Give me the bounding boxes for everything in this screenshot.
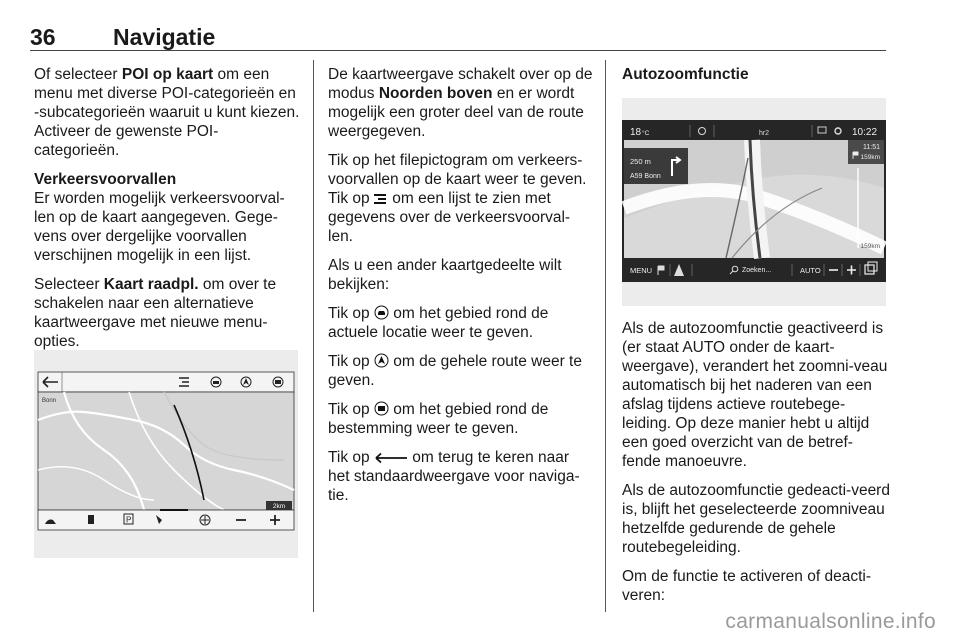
column-3-body [622, 319, 890, 615]
menu-button[interactable]: MENU [630, 266, 653, 275]
text-run: om het gebied rond de actuele locatie weer te geven. [328, 305, 549, 341]
map-scale-label: 2km [272, 503, 286, 510]
destination-icon [374, 401, 389, 416]
text-run: De kaartweergave schakelt over op de modus [328, 66, 593, 102]
temperature-unit: °C [642, 130, 650, 137]
text-run: en er wordt mogelijk een groter deel van de route weergegeven. [328, 85, 584, 140]
search-field[interactable]: Zoeken... [742, 267, 772, 274]
column-1 [34, 65, 302, 361]
paragraph [328, 448, 594, 505]
clock: 10:22 [852, 127, 878, 138]
map-place-label: Bonn [42, 398, 57, 404]
paragraph [34, 65, 302, 160]
paragraph: Als de autozoomfunctie gedeacti-veerd is, blijft het geselecteerde zoomniveau hetzelfde gedurende de gehele routebegeleiding. [622, 482, 890, 556]
car-location-icon [374, 305, 389, 320]
text-run: Tik op [328, 401, 374, 418]
section-heading: Verkeersvoorvallen [34, 171, 177, 188]
text-run: om terug te keren naar het standaardweergave voor naviga-tie. [328, 449, 580, 504]
paragraph [622, 319, 890, 471]
svg-text:P: P [126, 515, 132, 525]
navigation-screen-screenshot [622, 98, 886, 306]
auto-zoom-button[interactable]: AUTO [800, 266, 821, 275]
maneuver-distance: 250 m [630, 157, 651, 166]
eta-time: 11:51 [863, 144, 880, 151]
header-rule [30, 50, 886, 51]
remaining-distance: 159km [860, 154, 880, 161]
remaining-distance-bottom: 159km [860, 243, 880, 250]
list-icon [374, 193, 388, 205]
text-run: Als de autozoomfunctie geactiveerd is (er staat [622, 320, 884, 356]
text-run: Noorden boven [378, 85, 493, 102]
text-run: Selecteer [34, 276, 104, 293]
paragraph: Om de functie te activeren of deacti-veren: [622, 568, 871, 604]
temperature: 18 [630, 127, 642, 138]
paragraph [328, 352, 594, 390]
text-run: om de gehele route weer te geven. [328, 353, 582, 389]
text-run: Tik op het filepictogram om verkeers-voorvallen op de kaart weer te geven. Tik op [328, 152, 587, 207]
paragraph [328, 151, 594, 246]
text-run: om een menu met diverse POI-categorieën en -subcategorieën waaruit u kunt kiezen. Activeer de gewenste POI-categorieën. [34, 66, 300, 159]
paragraph [328, 400, 594, 438]
column-3 [622, 65, 890, 94]
page-number: 36 [30, 24, 56, 50]
fuel-icon [88, 515, 94, 524]
text-run: Tik op [328, 449, 374, 466]
column-divider [605, 60, 606, 612]
radio-station: hr2 [758, 130, 770, 137]
paragraph [34, 275, 302, 351]
text-run: AUTO [682, 339, 726, 356]
text-run: Kaart raadpl. [103, 276, 199, 293]
maneuver-road: A59 Bonn [630, 173, 661, 180]
text-run: Tik op [328, 305, 374, 322]
text-run: om over te schakelen naar een alternatieve kaartweergave met nieuwe menu-opties. [34, 276, 277, 350]
map-screenshot [34, 350, 298, 558]
text-run: Tik op [328, 353, 374, 370]
column-2 [328, 65, 594, 515]
watermark: carmanualsonline.info [725, 610, 936, 633]
page-title: Navigatie [113, 24, 216, 50]
paragraph [328, 65, 594, 141]
back-arrow-icon [374, 452, 408, 464]
section-heading: Autozoomfunctie [622, 66, 749, 83]
column-divider [313, 60, 314, 612]
text-run: Er worden mogelijk verkeersvoorval-len op de kaart aangegeven. Gege-vens over dergelijke voorvallen verschijnen mogelijk in een lijst. [34, 190, 285, 264]
text-run: om een lijst te zien met gegevens over de verkeersvoorval-len. [328, 190, 571, 245]
paragraph [328, 304, 594, 342]
paragraph [34, 170, 302, 265]
zoom-reset-icon [200, 515, 210, 525]
text-run: Of selecteer [34, 66, 122, 83]
text-run: onder de kaart-weergave), verandert het zoomni-veau automatisch bij het naderen van een afslag tijdens actieve routebege-leiding. Op deze manier hebt u altijd een goed overzicht van de betref-fende manoeuvre. [622, 339, 888, 470]
text-run: POI op kaart [121, 66, 214, 83]
text-run: om het gebied rond de bestemming weer te geven. [328, 401, 549, 437]
paragraph: Als u een ander kaartgedeelte wilt bekijken: [328, 257, 562, 293]
route-overview-icon [374, 353, 389, 368]
